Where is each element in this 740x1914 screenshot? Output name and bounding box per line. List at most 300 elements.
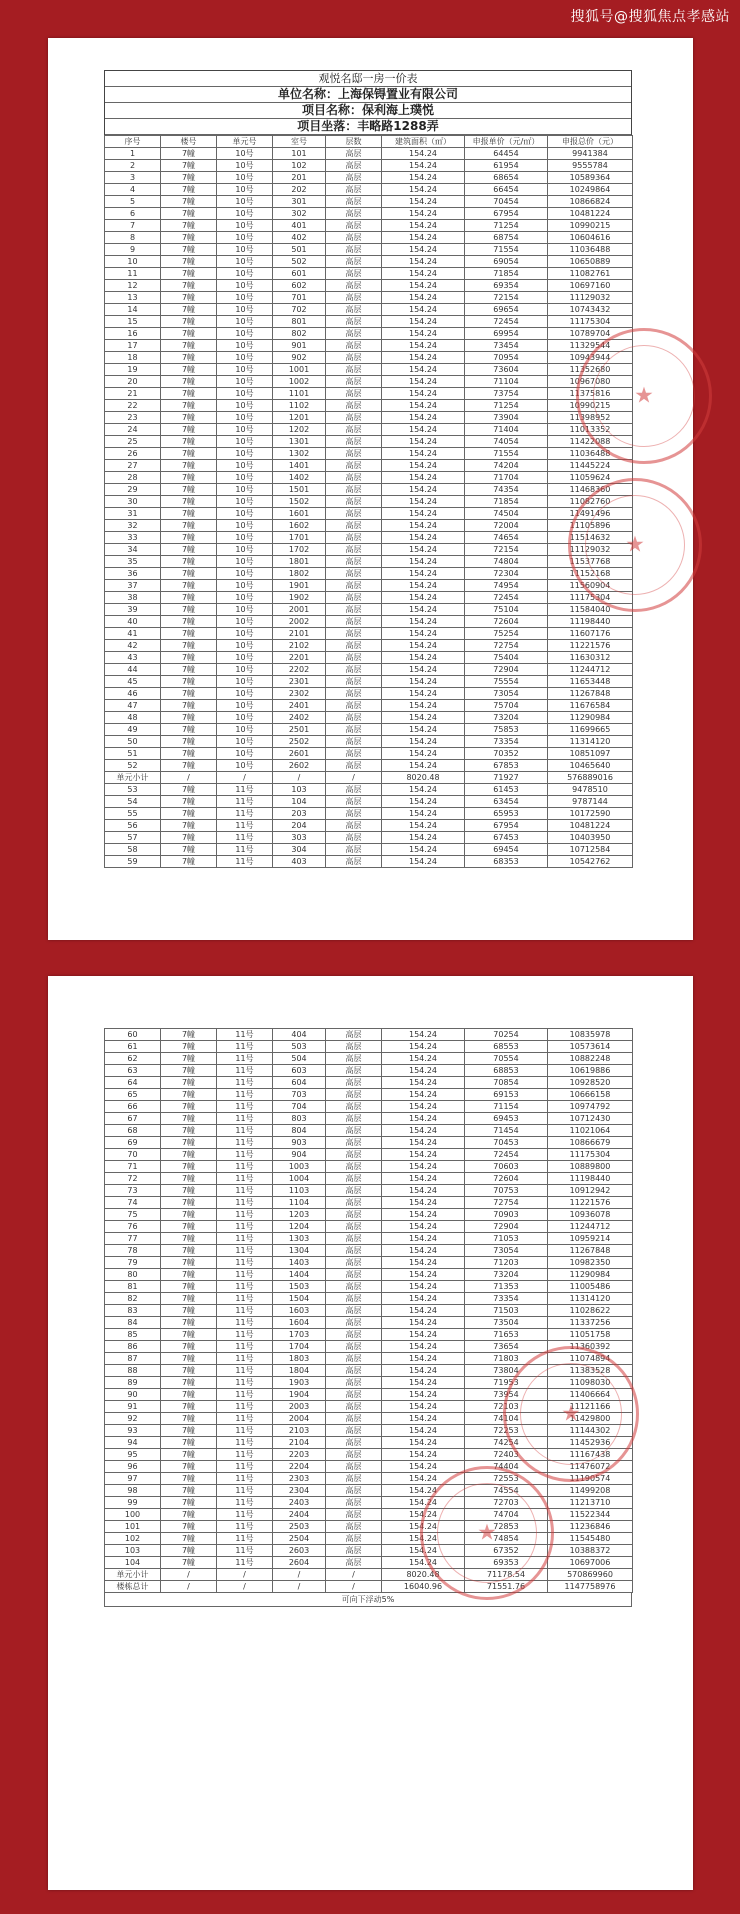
table-cell: 11429800 (548, 1413, 633, 1425)
table-cell: 7幢 (161, 1329, 217, 1341)
table-cell: 7幢 (161, 220, 217, 232)
table-cell: 154.24 (382, 760, 465, 772)
table-cell: 154.24 (382, 808, 465, 820)
table-cell: 154.24 (382, 376, 465, 388)
table-cell: 高层 (326, 1245, 382, 1257)
table-cell: 10号 (217, 544, 273, 556)
table-cell: 72604 (465, 1173, 548, 1185)
document-title: 观悦名邸一房一价表 (105, 71, 631, 87)
table-row (105, 1125, 633, 1137)
table-row (105, 1485, 633, 1497)
table-cell: 154.24 (382, 412, 465, 424)
table-cell: 11630312 (548, 652, 633, 664)
table-cell: 高层 (326, 316, 382, 328)
table-cell: 1102 (273, 400, 326, 412)
table-cell: 11号 (217, 1077, 273, 1089)
table-cell: 154.24 (382, 1185, 465, 1197)
table-cell: 7幢 (161, 1413, 217, 1425)
table-cell: 11121166 (548, 1401, 633, 1413)
table-cell: 74854 (465, 1533, 548, 1545)
table-cell: / (326, 772, 382, 784)
table-cell: 10号 (217, 160, 273, 172)
table-cell: 10号 (217, 496, 273, 508)
table-cell: 11号 (217, 1353, 273, 1365)
table-cell: 高层 (326, 232, 382, 244)
table-cell: 73754 (465, 388, 548, 400)
table-cell: 7幢 (161, 1365, 217, 1377)
table-cell: 11329544 (548, 340, 633, 352)
table-row (105, 1185, 633, 1197)
table-cell: 154.24 (382, 364, 465, 376)
table-cell: 10号 (217, 472, 273, 484)
table-cell: 高层 (326, 748, 382, 760)
table-cell: 1403 (273, 1257, 326, 1269)
table-cell: 11号 (217, 1197, 273, 1209)
table-cell: 1701 (273, 532, 326, 544)
table-cell: 1504 (273, 1293, 326, 1305)
table-cell: 154.24 (382, 1533, 465, 1545)
table-row (105, 424, 633, 436)
table-cell: 1147758976 (548, 1581, 633, 1593)
table-cell: 1101 (273, 388, 326, 400)
table-row (105, 244, 633, 256)
sheet-header (104, 70, 632, 135)
table-cell: 7幢 (161, 1281, 217, 1293)
table-cell: 11号 (217, 1485, 273, 1497)
table-cell: 7幢 (161, 172, 217, 184)
table-cell: 154.24 (382, 448, 465, 460)
table-cell: 高层 (326, 424, 382, 436)
header-cell: 申报单价（元/㎡） (465, 136, 548, 148)
table-cell: 72253 (465, 1425, 548, 1437)
table-cell: 154.24 (382, 472, 465, 484)
table-cell: 高层 (326, 1305, 382, 1317)
table-cell: 74704 (465, 1509, 548, 1521)
table-cell: 7幢 (161, 1305, 217, 1317)
table-cell: 8020.48 (382, 772, 465, 784)
table-cell: 154.24 (382, 316, 465, 328)
table-row (105, 316, 633, 328)
table-cell: 10172590 (548, 808, 633, 820)
table-cell: 1201 (273, 412, 326, 424)
table-cell: 10号 (217, 364, 273, 376)
table-cell: 98 (105, 1485, 161, 1497)
table-cell: 1803 (273, 1353, 326, 1365)
table-cell: 11号 (217, 1401, 273, 1413)
table-cell: 高层 (326, 532, 382, 544)
table-cell: 高层 (326, 508, 382, 520)
table-cell: / (326, 1581, 382, 1593)
table-cell: 11号 (217, 1245, 273, 1257)
table-row (105, 676, 633, 688)
table-cell: 2501 (273, 724, 326, 736)
table-cell: 10号 (217, 748, 273, 760)
table-row (105, 484, 633, 496)
table-cell: 51 (105, 748, 161, 760)
table-cell: 1301 (273, 436, 326, 448)
table-row (105, 172, 633, 184)
table-cell: 11499208 (548, 1485, 633, 1497)
table-cell: 67453 (465, 832, 548, 844)
table-cell: 高层 (326, 1365, 382, 1377)
table-row (105, 1065, 633, 1077)
table-row (105, 1149, 633, 1161)
table-cell: 2504 (273, 1533, 326, 1545)
table-cell: 7幢 (161, 1077, 217, 1089)
table-cell: 11号 (217, 1557, 273, 1569)
table-cell: 7幢 (161, 676, 217, 688)
table-cell: 7幢 (161, 604, 217, 616)
table-cell: 10789704 (548, 328, 633, 340)
table-cell: 高层 (326, 1329, 382, 1341)
header-cell: 层数 (326, 136, 382, 148)
table-cell: 10号 (217, 520, 273, 532)
table-cell: 1604 (273, 1317, 326, 1329)
table-cell: 高层 (326, 820, 382, 832)
table-cell: 1 (105, 148, 161, 160)
table-cell: 901 (273, 340, 326, 352)
table-cell: 高层 (326, 1353, 382, 1365)
table-cell: 高层 (326, 472, 382, 484)
table-cell: 74654 (465, 532, 548, 544)
table-cell: 11452936 (548, 1437, 633, 1449)
table-cell: / (273, 772, 326, 784)
table-cell: 59 (105, 856, 161, 868)
table-row (105, 1101, 633, 1113)
table-cell: 154.24 (382, 700, 465, 712)
table-cell: 32 (105, 520, 161, 532)
table-cell: 11号 (217, 1437, 273, 1449)
table-cell: 11074894 (548, 1353, 633, 1365)
table-cell: 154.24 (382, 1437, 465, 1449)
table-cell: 7幢 (161, 820, 217, 832)
red-seal-stamp: ★ (420, 1466, 554, 1600)
table-cell: 10号 (217, 604, 273, 616)
table-cell: 11013352 (548, 424, 633, 436)
table-cell: 104 (105, 1557, 161, 1569)
table-cell: 7幢 (161, 1425, 217, 1437)
table-row (105, 1137, 633, 1149)
table-row (105, 856, 633, 868)
table-cell: 11021064 (548, 1125, 633, 1137)
table-cell: 71854 (465, 496, 548, 508)
table-cell: 7幢 (161, 436, 217, 448)
table-cell: 902 (273, 352, 326, 364)
table-cell: 高层 (326, 304, 382, 316)
table-cell: 154.24 (382, 184, 465, 196)
table-cell: 154.24 (382, 1245, 465, 1257)
table-cell: 高层 (326, 1389, 382, 1401)
table-cell: 11号 (217, 1497, 273, 1509)
table-cell: 70254 (465, 1029, 548, 1041)
table-cell: 301 (273, 196, 326, 208)
table-cell: 77 (105, 1233, 161, 1245)
table-cell: 17 (105, 340, 161, 352)
table-cell: 高层 (326, 1293, 382, 1305)
table-cell: 高层 (326, 628, 382, 640)
table-cell: 154.24 (382, 1401, 465, 1413)
table-cell: 10号 (217, 388, 273, 400)
table-cell: 66454 (465, 184, 548, 196)
table-cell: 1502 (273, 496, 326, 508)
header-cell: 楼号 (161, 136, 217, 148)
table-cell: 9941384 (548, 148, 633, 160)
table-cell: 72754 (465, 1197, 548, 1209)
table-cell: 11号 (217, 1365, 273, 1377)
table-cell: 1003 (273, 1161, 326, 1173)
table-cell: 154.24 (382, 724, 465, 736)
table-row (105, 1557, 633, 1569)
table-cell: 104 (273, 796, 326, 808)
table-cell: 1904 (273, 1389, 326, 1401)
table-cell: 154.24 (382, 1413, 465, 1425)
table-cell: 79 (105, 1257, 161, 1269)
table-cell: 10号 (217, 232, 273, 244)
table-cell: 154.24 (382, 520, 465, 532)
table-cell: 10号 (217, 532, 273, 544)
table-cell: 154.24 (382, 640, 465, 652)
table-cell: 11244712 (548, 1221, 633, 1233)
table-cell: 71404 (465, 424, 548, 436)
table-cell: 11098030 (548, 1377, 633, 1389)
header-cell: 单元号 (217, 136, 273, 148)
table-cell: 16 (105, 328, 161, 340)
table-cell: 2601 (273, 748, 326, 760)
table-cell: 11号 (217, 1269, 273, 1281)
table-cell: 71554 (465, 448, 548, 460)
table-row (105, 640, 633, 652)
table-cell: 69454 (465, 844, 548, 856)
table-cell: 11236846 (548, 1521, 633, 1533)
table-cell: 11290984 (548, 1269, 633, 1281)
watermark: 搜狐号@搜狐焦点孝感站 (570, 9, 730, 25)
table-cell: 41 (105, 628, 161, 640)
table-cell: 10号 (217, 460, 273, 472)
table-cell: 72604 (465, 616, 548, 628)
table-cell: 404 (273, 1029, 326, 1041)
table-cell: 10481224 (548, 820, 633, 832)
table-cell: 10号 (217, 304, 273, 316)
table-cell: 154.24 (382, 424, 465, 436)
table-cell: 101 (105, 1521, 161, 1533)
table-row (105, 844, 633, 856)
table-cell: 10835978 (548, 1029, 633, 1041)
table-cell: 高层 (326, 244, 382, 256)
table-cell: 高层 (326, 160, 382, 172)
table-cell: 11445224 (548, 460, 633, 472)
table-cell: 101 (273, 148, 326, 160)
table-cell: 2301 (273, 676, 326, 688)
table-cell: 10号 (217, 592, 273, 604)
table-cell: 11383528 (548, 1365, 633, 1377)
table-cell: 1304 (273, 1245, 326, 1257)
table-cell: 10712584 (548, 844, 633, 856)
table-cell: 1203 (273, 1209, 326, 1221)
table-cell: 70352 (465, 748, 548, 760)
table-cell: 154.24 (382, 280, 465, 292)
table-cell: 11号 (217, 796, 273, 808)
table-cell: 1202 (273, 424, 326, 436)
table-cell: 1204 (273, 1221, 326, 1233)
table-cell: 8020.48 (382, 1569, 465, 1581)
table-row (105, 1497, 633, 1509)
table-cell: 72754 (465, 640, 548, 652)
table-cell: 10936078 (548, 1209, 633, 1221)
table-cell: 7幢 (161, 1293, 217, 1305)
table-cell: 10号 (217, 436, 273, 448)
table-cell: 70954 (465, 352, 548, 364)
table-cell: 10388372 (548, 1545, 633, 1557)
table-cell: 604 (273, 1077, 326, 1089)
table-cell: 7幢 (161, 388, 217, 400)
table-cell: 10号 (217, 280, 273, 292)
table-cell: 154.24 (382, 220, 465, 232)
table-cell: 71154 (465, 1101, 548, 1113)
table-cell: 11号 (217, 1149, 273, 1161)
table-cell: 154.24 (382, 712, 465, 724)
table-cell: 14 (105, 304, 161, 316)
table-cell: 704 (273, 1101, 326, 1113)
table-cell: 56 (105, 820, 161, 832)
table-cell: 50 (105, 736, 161, 748)
table-cell: 72703 (465, 1497, 548, 1509)
table-cell: 11468360 (548, 484, 633, 496)
table-cell: 7幢 (161, 1221, 217, 1233)
table-cell: 1501 (273, 484, 326, 496)
table-cell: 2101 (273, 628, 326, 640)
table-cell: 高层 (326, 616, 382, 628)
table-cell: 10481224 (548, 208, 633, 220)
table-cell: 802 (273, 328, 326, 340)
table-cell: 7幢 (161, 1197, 217, 1209)
table-cell: 71353 (465, 1281, 548, 1293)
table-cell: 7幢 (161, 628, 217, 640)
table-cell: 2002 (273, 616, 326, 628)
table-cell: 11167438 (548, 1449, 633, 1461)
table-cell: 154.24 (382, 1197, 465, 1209)
table-cell: 11号 (217, 1065, 273, 1077)
table-cell: 7幢 (161, 484, 217, 496)
table-cell: 11406664 (548, 1389, 633, 1401)
table-cell: 154.24 (382, 556, 465, 568)
table-cell: 10959214 (548, 1233, 633, 1245)
table-cell: 7幢 (161, 1509, 217, 1521)
table-cell: 87 (105, 1353, 161, 1365)
table-cell: 11号 (217, 1413, 273, 1425)
table-row (105, 220, 633, 232)
table-cell: 11190574 (548, 1473, 633, 1485)
table-cell: 高层 (326, 796, 382, 808)
table-cell: 45 (105, 676, 161, 688)
table-cell: 10号 (217, 292, 273, 304)
table-cell: 高层 (326, 1113, 382, 1125)
table-cell: 高层 (326, 556, 382, 568)
table-cell: 10号 (217, 616, 273, 628)
table-cell: 11号 (217, 1221, 273, 1233)
table-cell: 7幢 (161, 1557, 217, 1569)
table-cell: 高层 (326, 700, 382, 712)
table-cell: 7幢 (161, 1185, 217, 1197)
table-row (105, 748, 633, 760)
table-cell: 单元小计 (105, 772, 161, 784)
table-cell: 7幢 (161, 148, 217, 160)
table-cell: 23 (105, 412, 161, 424)
table-cell: 高层 (326, 1065, 382, 1077)
table-cell: 73204 (465, 1269, 548, 1281)
table-cell: / (217, 772, 273, 784)
table-cell: 100 (105, 1509, 161, 1521)
table-cell: 39 (105, 604, 161, 616)
table-cell: 154.24 (382, 1101, 465, 1113)
table-cell: 10573614 (548, 1041, 633, 1053)
table-cell: 10990215 (548, 220, 633, 232)
table-cell: 93 (105, 1425, 161, 1437)
table-row (105, 1329, 633, 1341)
table-cell: 154.24 (382, 1149, 465, 1161)
table-cell: 10982350 (548, 1257, 633, 1269)
table-cell: 75554 (465, 676, 548, 688)
table-cell: 2202 (273, 664, 326, 676)
table-cell: 154.24 (382, 1137, 465, 1149)
table-cell: 10号 (217, 712, 273, 724)
table-cell: 154.24 (382, 388, 465, 400)
table-cell: 11244712 (548, 664, 633, 676)
table-cell: 36 (105, 568, 161, 580)
table-cell: 63454 (465, 796, 548, 808)
table-cell: 10号 (217, 556, 273, 568)
table-cell: 2503 (273, 1521, 326, 1533)
red-seal-stamp: ★ (503, 1346, 639, 1482)
table-cell: 69954 (465, 328, 548, 340)
table-row (105, 268, 633, 280)
table-row (105, 1257, 633, 1269)
table-cell: 11105896 (548, 520, 633, 532)
table-cell: 2302 (273, 688, 326, 700)
table-cell: 10912942 (548, 1185, 633, 1197)
table-cell: 7幢 (161, 256, 217, 268)
table-cell: 11537768 (548, 556, 633, 568)
table-cell: / (161, 1569, 217, 1581)
table-cell: 11号 (217, 1329, 273, 1341)
table-cell: 10号 (217, 328, 273, 340)
table-cell: 71254 (465, 220, 548, 232)
table-cell: 10号 (217, 172, 273, 184)
table-cell: 2 (105, 160, 161, 172)
table-cell: 11699665 (548, 724, 633, 736)
table-cell: 58 (105, 844, 161, 856)
table-cell: 高层 (326, 1425, 382, 1437)
table-cell: 高层 (326, 172, 382, 184)
table-cell: 7幢 (161, 448, 217, 460)
table-cell: 11082760 (548, 496, 633, 508)
table-row (105, 1173, 633, 1185)
table-cell: 72154 (465, 544, 548, 556)
table-cell: 8 (105, 232, 161, 244)
table-cell: 154.24 (382, 1317, 465, 1329)
table-cell: 154.24 (382, 1257, 465, 1269)
table-cell: 7幢 (161, 568, 217, 580)
table-cell: 26 (105, 448, 161, 460)
table-cell: 72 (105, 1173, 161, 1185)
table-cell: 10号 (217, 412, 273, 424)
table-cell: 7幢 (161, 556, 217, 568)
table-cell: 2602 (273, 760, 326, 772)
table-cell: 2304 (273, 1485, 326, 1497)
table-cell: 75704 (465, 700, 548, 712)
table-cell: 154.24 (382, 1221, 465, 1233)
table-cell: 高层 (326, 1521, 382, 1533)
table-cell: 74 (105, 1197, 161, 1209)
